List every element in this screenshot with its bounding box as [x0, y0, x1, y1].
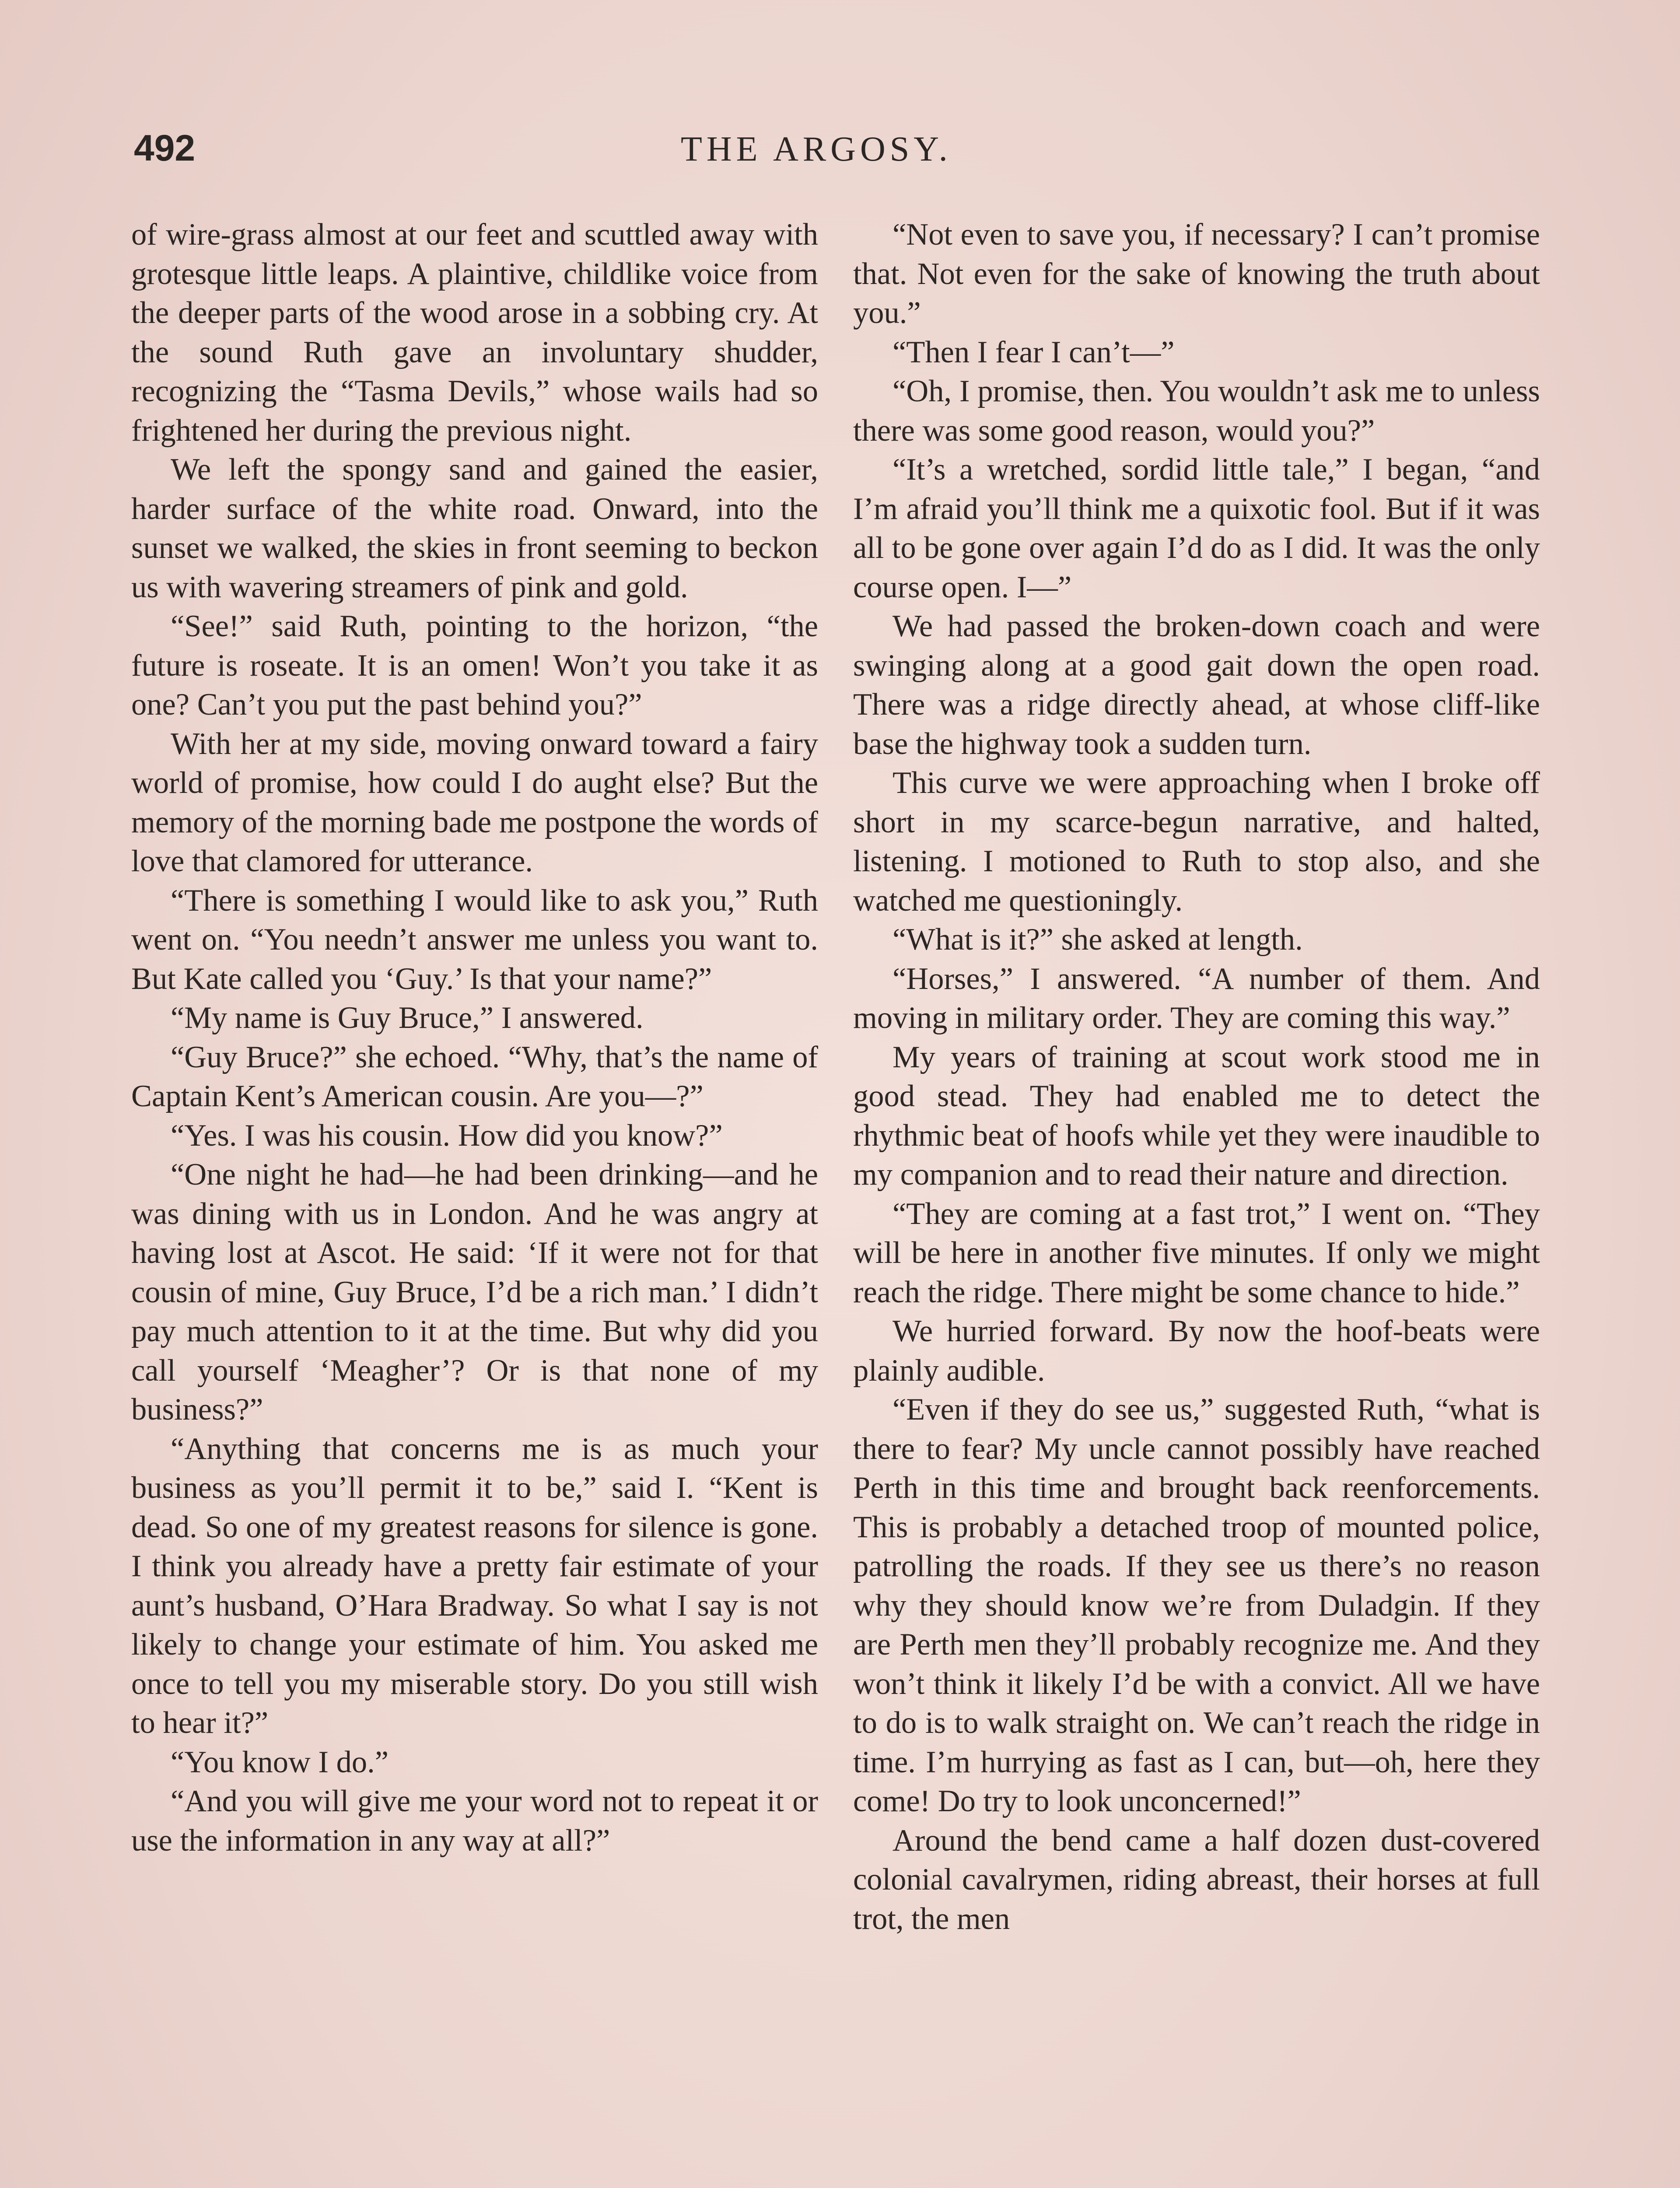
paragraph: “And you will give me your word not to repeat it or use the information in any way at all?” — [131, 1784, 818, 1858]
paragraph: “Guy Bruce?” she echoed. “Why, that’s the name of Captain Kent’s American cousin. Are you—?” — [131, 1040, 818, 1113]
paragraph: “My name is Guy Bruce,” I answered. — [171, 1001, 644, 1035]
paragraph: “You know I do.” — [171, 1745, 389, 1779]
paragraph: “It’s a wretched, sordid little tale,” I began, “and I’m afraid you’ll think me a quixotic fool. But if it was all to be gone over again I’d do as I did. It was the only course open. I—” — [853, 452, 1540, 604]
paragraph: We hurried forward. By now the hoof-beats were plainly audible. — [853, 1314, 1540, 1388]
running-head: THE ARGOSY. — [681, 130, 952, 168]
paragraph: “Even if they do see us,” suggested Ruth, “what is there to fear? My uncle cannot possibly have reached Perth in this time and brought back reenforcements. This is probably a detached troop of mounted police, patrolling the roads. If they see us there’s no reason why they should know we’re from Duladgin. If they are Perth men they’ll probably recognize me. And they won’t think it likely I’d be with a convict. All we have to do is to walk straight on. We can’t reach the ridge in time. I’m hurrying as fast as I can, but—oh, here they come! Do try to look unconcerned!” — [853, 1392, 1540, 1818]
paragraph: “Horses,” I answered. “A number of them. And moving in military order. They are coming this way.” — [853, 961, 1540, 1035]
paragraph: “Then I fear I can’t—” — [892, 335, 1175, 369]
paragraph: My years of training at scout work stood me in good stead. They had enabled me to detect the rhythmic beat of hoofs while yet they were inaudible to my companion and to read their nature and direction. — [853, 1040, 1540, 1192]
paragraph: Around the bend came a half dozen dust-covered colonial cavalrymen, riding abreast, their horses at full trot, the men — [853, 1823, 1540, 1936]
right-column — [853, 215, 1540, 1939]
paragraph: We left the spongy sand and gained the easier, harder surface of the white road. Onward, into the sunset we walked, the skies in front seeming to beckon us with wavering streamers of pink and gold. — [131, 452, 818, 604]
page-header — [134, 127, 1534, 188]
left-column — [131, 215, 818, 1860]
paragraph: “One night he had—he had been drinking—and he was dining with us in London. And he was angry at having lost at Ascot. He said: ‘If it were not for that cousin of mine, Guy Bruce, I’d be a rich man.’ I didn’t pay much attention to it at the time. But why did you call yourself ‘Meagher’? Or is that none of my business?” — [131, 1157, 818, 1427]
paragraph: “They are coming at a fast trot,” I went on. “They will be here in another five minutes. If only we might reach the ridge. There might be some chance to hide.” — [853, 1196, 1540, 1309]
paragraph: “Yes. I was his cousin. How did you know?” — [171, 1118, 723, 1153]
paragraph: This curve we were approaching when I broke off short in my scarce-begun narrative, and halted, listening. I motioned to Ruth to stop also, and she watched me questioningly. — [853, 766, 1540, 918]
paragraph: With her at my side, moving onward toward a fairy world of promise, how could I do aught else? But the memory of the morning bade me postpone the words of love that clamored for utterance. — [131, 726, 818, 878]
page-number: 492 — [134, 127, 196, 168]
paragraph: “Anything that concerns me is as much your business as you’ll permit it to be,” said I. “Kent is dead. So one of my greatest reasons for silence is gone. I think you already have a pretty fair estimate of your aunt’s husband, O’Hara Bradway. So what I say is not likely to change your estimate of him. You asked me once to tell you my miserable story. Do you still wish to hear it?” — [131, 1431, 818, 1740]
paragraph: We had passed the broken-down coach and were swinging along at a good gait down the open road. There was a ridge directly ahead, at whose cliff-like base the highway took a sudden turn. — [853, 609, 1540, 761]
paragraph: “What is it?” she asked at length. — [892, 922, 1303, 957]
paragraph: “See!” said Ruth, pointing to the horizon, “the future is roseate. It is an omen! Won’t you take it as one? Can’t you put the past behind you?” — [131, 609, 818, 722]
paragraph: “Not even to save you, if necessary? I can’t promise that. Not even for the sake of knowing the truth about you.” — [853, 217, 1540, 330]
paragraph: “Oh, I promise, then. You wouldn’t ask me to unless there was some good reason, would you?” — [853, 374, 1540, 448]
paragraph: “There is something I would like to ask you,” Ruth went on. “You needn’t answer me unless you want to. But Kate called you ‘Guy.’ Is that your name?” — [131, 883, 818, 996]
paragraph: of wire-grass almost at our feet and scuttled away with grotesque little leaps. A plaintive, childlike voice from the deeper parts of the wood arose in a sobbing cry. At the sound Ruth gave an involuntary shudder, recognizing the “Tasma Devils,” whose wails had so frightened her during the previous night. — [131, 217, 818, 448]
